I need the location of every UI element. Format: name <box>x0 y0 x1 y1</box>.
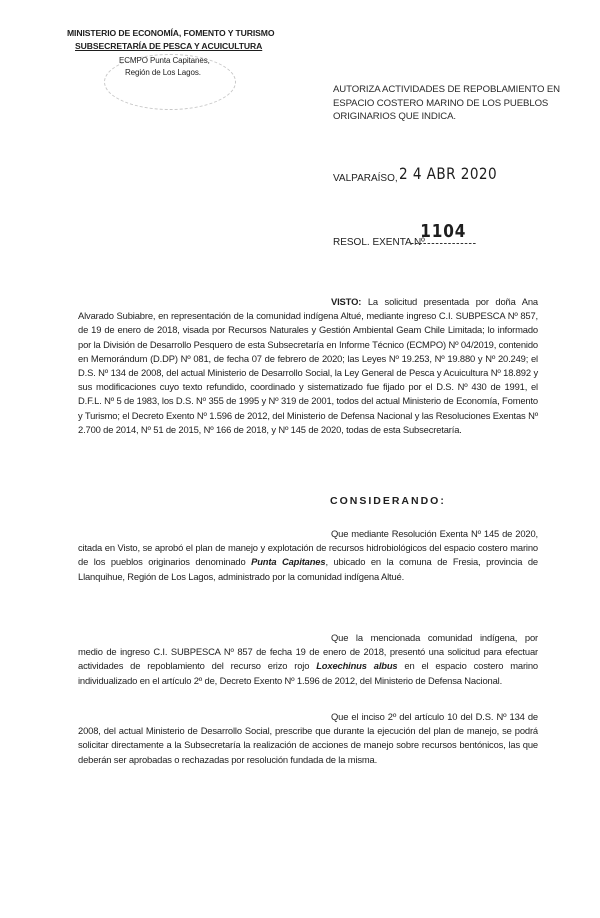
stamped-date: 2 4 ABR 2020 <box>399 164 498 183</box>
considerando-3-text: Que el inciso 2º del artículo 10 del D.S. Nº 134 de 2008, del actual Ministerio de Desarrollo Social, prescribe que durante la ejecución del plan de manejo, se podrá solicitar directamente a la Subsecretaría la realización de acciones de manejo sobre recursos bentónicos, las que deberán ser aprobadas o rechazadas por resolución fundada de la misma. <box>78 711 538 765</box>
species-name: Loxechinus albus <box>316 660 398 672</box>
visto-text: La solicitud presentada por doña Ana Alvarado Subiabre, en representación de la comunidad indígena Altué, mediante ingreso C.I. SUBPESCA Nº 857, de 19 de enero de 2018, visada por Recursos Naturales y Gestión Ambiental Geam Chile Limitada; lo informado por la División de Desarrollo Pesquero de esta Subsecretaría en Informe Técnico (ECMPO) Nº 04/2019, contenido en Memorándum (D.DP) Nº 081, de fecha 07 de febrero de 2020; las Leyes Nº 19.253, Nº 19.880 y Nº 20.249; el D.S. Nº 134 de 2008, del actual Ministerio de Desarrollo Social, la Ley General de Pesca y Acuicultura Nº 18.892 y sus modificaciones cuyo texto refundido, coordinado y sistematizado fue fijado por el D.S. Nº 430 de 1991, el D.F.L. Nº 5 de 1983, los D.S. Nº 355 de 1995 y Nº 319 de 2001, todos del actual Ministerio de Economía, Fomento y Turismo; el Decreto Exento Nº 1.596 de 2012, del Ministerio de Defensa Nacional y las Resoluciones Exentas Nº 2.700 de 2014, Nº 51 de 2015, Nº 166 de 2018, y Nº 145 de 2020, todas de esta Subsecretaría. <box>78 296 538 435</box>
resolution-label: RESOL. EXENTA Nº <box>333 237 425 248</box>
ecmpo-name: Punta Capitanes <box>251 556 326 568</box>
place-label: VALPARAÍSO, <box>333 173 398 184</box>
resolution-title: AUTORIZA ACTIVIDADES DE REPOBLAMIENTO EN ESPACIO COSTERO MARINO DE LOS PUEBLOS ORIGINARIOS QUE INDICA. <box>333 84 561 123</box>
considerando-1-text: Que mediante Resolución Exenta Nº 145 de 2020, citada en Visto, se aprobó el plan de manejo y explotación de recursos hidrobiológicos del espacio costero marino de los pueblos originarios denominado <box>78 528 538 568</box>
considerando-1-text-end: , ubicado en la comuna de Fresia, provincia de Llanquihue, Región de Los Lagos, administrado por la comunidad indígena Altué. <box>78 556 538 582</box>
visto-heading: VISTO: <box>331 296 362 307</box>
considerando-2-text-end: en el espacio costero marino individualizado en el artículo 2º de, Decreto Exento Nº 1.596 de 2012, del Ministerio de Defensa Nacional. <box>78 660 538 686</box>
seal-line-region: Región de Los Lagos. <box>125 68 201 77</box>
considerando-paragraph-3 <box>78 710 538 767</box>
considerando-paragraph-1 <box>78 527 538 584</box>
subsecretaria-name: SUBSECRETARÍA DE PESCA Y ACUICULTURA <box>75 41 263 51</box>
resolution-number: 1104 <box>411 221 476 244</box>
considerando-heading: CONSIDERANDO: <box>330 495 446 507</box>
considerando-2-text: Que la mencionada comunidad indígena, por medio de ingreso C.I. SUBPESCA Nº 857 de fecha 19 de enero de 2018, presentó una solicitud para efectuar actividades de repoblamiento del recurso erizo rojo <box>78 632 538 672</box>
seal-line-ecmpo: ECMPO Punta Capitanes, <box>119 56 210 65</box>
considerando-paragraph-2 <box>78 631 538 688</box>
ministry-name: MINISTERIO DE ECONOMÍA, FOMENTO Y TURISMO <box>67 28 275 38</box>
visto-paragraph <box>78 295 538 437</box>
